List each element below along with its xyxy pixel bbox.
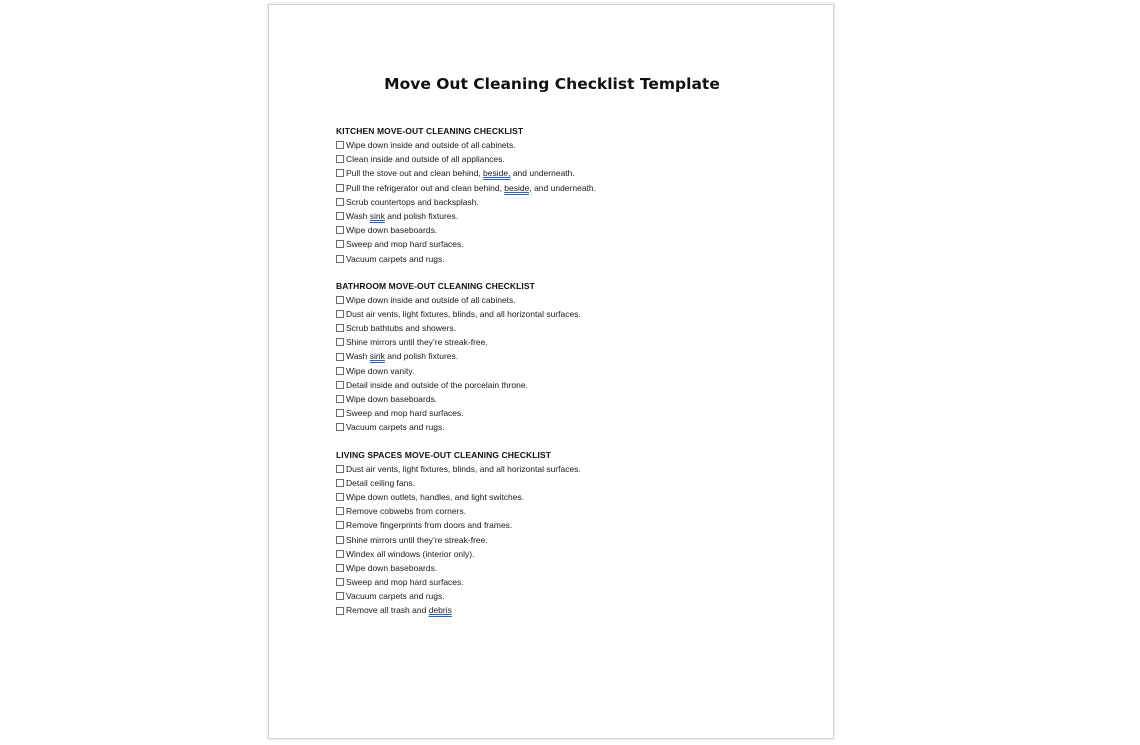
checklist-item-label xyxy=(346,504,466,518)
checklist-item xyxy=(336,561,796,575)
text-run: Remove cobwebs from corners. xyxy=(346,506,466,517)
text-run: and polish fixtures. xyxy=(384,210,459,221)
text-run: Clean inside and outside of all appliances. xyxy=(346,154,505,165)
checklist-item xyxy=(336,420,796,434)
checklist-item-label xyxy=(346,152,505,166)
checkbox-icon[interactable] xyxy=(336,367,344,375)
checklist-item xyxy=(336,152,796,166)
checklist-item-label xyxy=(346,223,437,237)
checkbox-icon[interactable] xyxy=(336,240,344,248)
checkbox-icon[interactable] xyxy=(336,493,344,501)
checkbox-icon[interactable] xyxy=(336,198,344,206)
checklist-item xyxy=(336,504,796,518)
text-run: and polish fixtures. xyxy=(384,351,459,362)
checklist-item-label xyxy=(346,533,488,547)
text-run: Remove all trash and xyxy=(346,605,429,616)
checklist-item xyxy=(336,547,796,561)
checkbox-icon[interactable] xyxy=(336,521,344,529)
checklist-item-label xyxy=(346,406,464,420)
checklist-item xyxy=(336,575,796,589)
proofing-flagged-word[interactable]: beside, xyxy=(504,182,532,193)
checklist-item-label xyxy=(346,181,596,195)
checklist-item-label xyxy=(346,364,414,378)
text-run: Shine mirrors until they’re streak-free. xyxy=(346,337,488,348)
text-run: Wipe down inside and outside of all cabinets. xyxy=(346,140,516,150)
checklist-content xyxy=(336,124,796,631)
checkbox-icon[interactable] xyxy=(336,212,344,220)
checkbox-icon[interactable] xyxy=(336,353,344,361)
checklist-item xyxy=(336,223,796,237)
text-run: and underneath. xyxy=(510,168,575,179)
checklist-item xyxy=(336,476,796,490)
section-living-spaces xyxy=(336,448,796,618)
checklist-item xyxy=(336,392,796,406)
checkbox-icon[interactable] xyxy=(336,536,344,544)
checklist-item xyxy=(336,364,796,378)
checklist-item-label xyxy=(346,547,475,561)
text-run: Pull the stove out and clean behind, xyxy=(346,168,484,179)
text-run: Wipe down baseboards. xyxy=(346,225,438,236)
section-kitchen xyxy=(336,124,796,266)
checklist-item xyxy=(336,490,796,504)
text-run: Wipe down inside and outside of all cabinets. xyxy=(346,294,516,305)
checklist-item xyxy=(336,195,796,209)
checklist-item-label xyxy=(346,490,524,504)
checkbox-icon[interactable] xyxy=(336,381,344,389)
checklist-item-label xyxy=(346,575,464,589)
text-run: Wipe down vanity. xyxy=(346,365,415,376)
checkbox-icon[interactable] xyxy=(336,507,344,515)
text-run: Vacuum carpets and rugs. xyxy=(346,591,445,602)
checklist-item xyxy=(336,589,796,603)
checklist-item-label xyxy=(346,237,464,251)
checklist-item-label xyxy=(346,603,452,617)
checkbox-icon[interactable] xyxy=(336,607,344,615)
page-title: Move Out Cleaning Checklist Template xyxy=(384,75,720,93)
checkbox-icon[interactable] xyxy=(336,479,344,487)
checkbox-icon[interactable] xyxy=(336,324,344,332)
checklist-item-label xyxy=(346,209,458,223)
text-run: Vacuum carpets and rugs. xyxy=(346,253,445,264)
checklist-item-label xyxy=(346,321,456,335)
text-run: Vacuum carpets and rugs. xyxy=(346,422,445,433)
checklist-item xyxy=(336,321,796,335)
checklist-item-label xyxy=(346,462,581,476)
checkbox-icon[interactable] xyxy=(336,184,344,192)
text-run: Detail inside and outside of the porcelain throne. xyxy=(346,379,528,390)
text-run: Detail ceiling fans. xyxy=(346,477,415,488)
checklist-item xyxy=(336,209,796,223)
checkbox-icon[interactable] xyxy=(336,155,344,163)
checklist xyxy=(336,462,796,618)
checkbox-icon[interactable] xyxy=(336,578,344,586)
checklist-item-label xyxy=(346,138,516,152)
checklist-item-label xyxy=(346,420,445,434)
checkbox-icon[interactable] xyxy=(336,550,344,558)
proofing-flagged-word[interactable]: beside, xyxy=(483,168,511,179)
text-run: Dust air vents, light fixtures, blinds, and all horizontal surfaces. xyxy=(346,308,581,319)
text-run: Wipe down baseboards. xyxy=(346,562,438,573)
text-run: and underneath. xyxy=(531,182,596,193)
checklist-item-label xyxy=(346,392,437,406)
checkbox-icon[interactable] xyxy=(336,296,344,304)
checkbox-icon[interactable] xyxy=(336,395,344,403)
checklist-item xyxy=(336,307,796,321)
checklist-item-label xyxy=(346,307,581,321)
checklist-item xyxy=(336,533,796,547)
checkbox-icon[interactable] xyxy=(336,423,344,431)
section-heading: LIVING SPACES MOVE-OUT CLEANING CHECKLIST xyxy=(336,449,552,460)
checkbox-icon[interactable] xyxy=(336,465,344,473)
checkbox-icon[interactable] xyxy=(336,338,344,346)
text-run: Wash xyxy=(346,351,370,362)
text-run: Sweep and mop hard surfaces. xyxy=(346,577,464,588)
checkbox-icon[interactable] xyxy=(336,169,344,177)
checklist-item-label xyxy=(346,293,516,307)
text-run: Sweep and mop hard surfaces. xyxy=(346,408,464,419)
checklist-item-label xyxy=(346,476,415,490)
checklist-item xyxy=(336,181,796,195)
section-heading: BATHROOM MOVE-OUT CLEANING CHECKLIST xyxy=(336,280,535,291)
checkbox-icon[interactable] xyxy=(336,141,344,149)
checklist-item-label xyxy=(346,589,445,603)
checklist-item xyxy=(336,252,796,266)
checklist-item-label xyxy=(346,349,458,363)
section-heading: KITCHEN MOVE-OUT CLEANING CHECKLIST xyxy=(336,126,524,136)
text-run: Scrub bathtubs and showers. xyxy=(346,323,457,334)
checklist-item-label xyxy=(346,335,488,349)
proofing-flagged-word[interactable]: sink xyxy=(369,210,385,221)
checklist xyxy=(336,293,796,435)
text-run: Dust air vents, light fixtures, blinds, and all horizontal surfaces. xyxy=(346,463,581,474)
checklist-item xyxy=(336,518,796,532)
checklist-item-label xyxy=(346,378,528,392)
text-run: Remove fingerprints from doors and frames. xyxy=(346,520,513,531)
checkbox-icon[interactable] xyxy=(336,409,344,417)
checklist-item xyxy=(336,406,796,420)
checkbox-icon[interactable] xyxy=(336,255,344,263)
checkbox-icon[interactable] xyxy=(336,564,344,572)
checklist-item xyxy=(336,293,796,307)
checklist-item-label xyxy=(346,252,445,266)
checklist-item xyxy=(336,462,796,476)
checklist-item xyxy=(336,166,796,180)
text-run: Pull the refrigerator out and clean behind, xyxy=(346,182,505,193)
checklist-item-label xyxy=(346,561,437,575)
text-run: Wash xyxy=(346,210,370,221)
checklist-item-label xyxy=(346,518,512,532)
checklist-item xyxy=(336,378,796,392)
section-bathroom xyxy=(336,279,796,435)
document-page xyxy=(268,4,834,739)
text-run: Wipe down baseboards. xyxy=(346,394,438,404)
checklist-item-label xyxy=(346,166,575,180)
text-run: Wipe down outlets, handles, and light switches. xyxy=(346,491,525,502)
text-run: Windex all windows (interior only). xyxy=(346,548,475,559)
proofing-flagged-word[interactable]: debris xyxy=(428,605,452,616)
checklist-item xyxy=(336,603,796,617)
checkbox-icon[interactable] xyxy=(336,592,344,600)
checklist-item xyxy=(336,138,796,152)
checklist-item xyxy=(336,237,796,251)
checklist-item-label xyxy=(346,195,479,209)
text-run: Shine mirrors until they’re streak-free. xyxy=(346,534,488,545)
checklist xyxy=(336,138,796,266)
checklist-item xyxy=(336,349,796,363)
text-run: Sweep and mop hard surfaces. xyxy=(346,239,464,250)
text-run: Scrub countertops and backsplash. xyxy=(346,196,479,207)
checklist-item xyxy=(336,335,796,349)
proofing-flagged-word[interactable]: sink xyxy=(369,351,385,362)
checkbox-icon[interactable] xyxy=(336,310,344,318)
checkbox-icon[interactable] xyxy=(336,226,344,234)
